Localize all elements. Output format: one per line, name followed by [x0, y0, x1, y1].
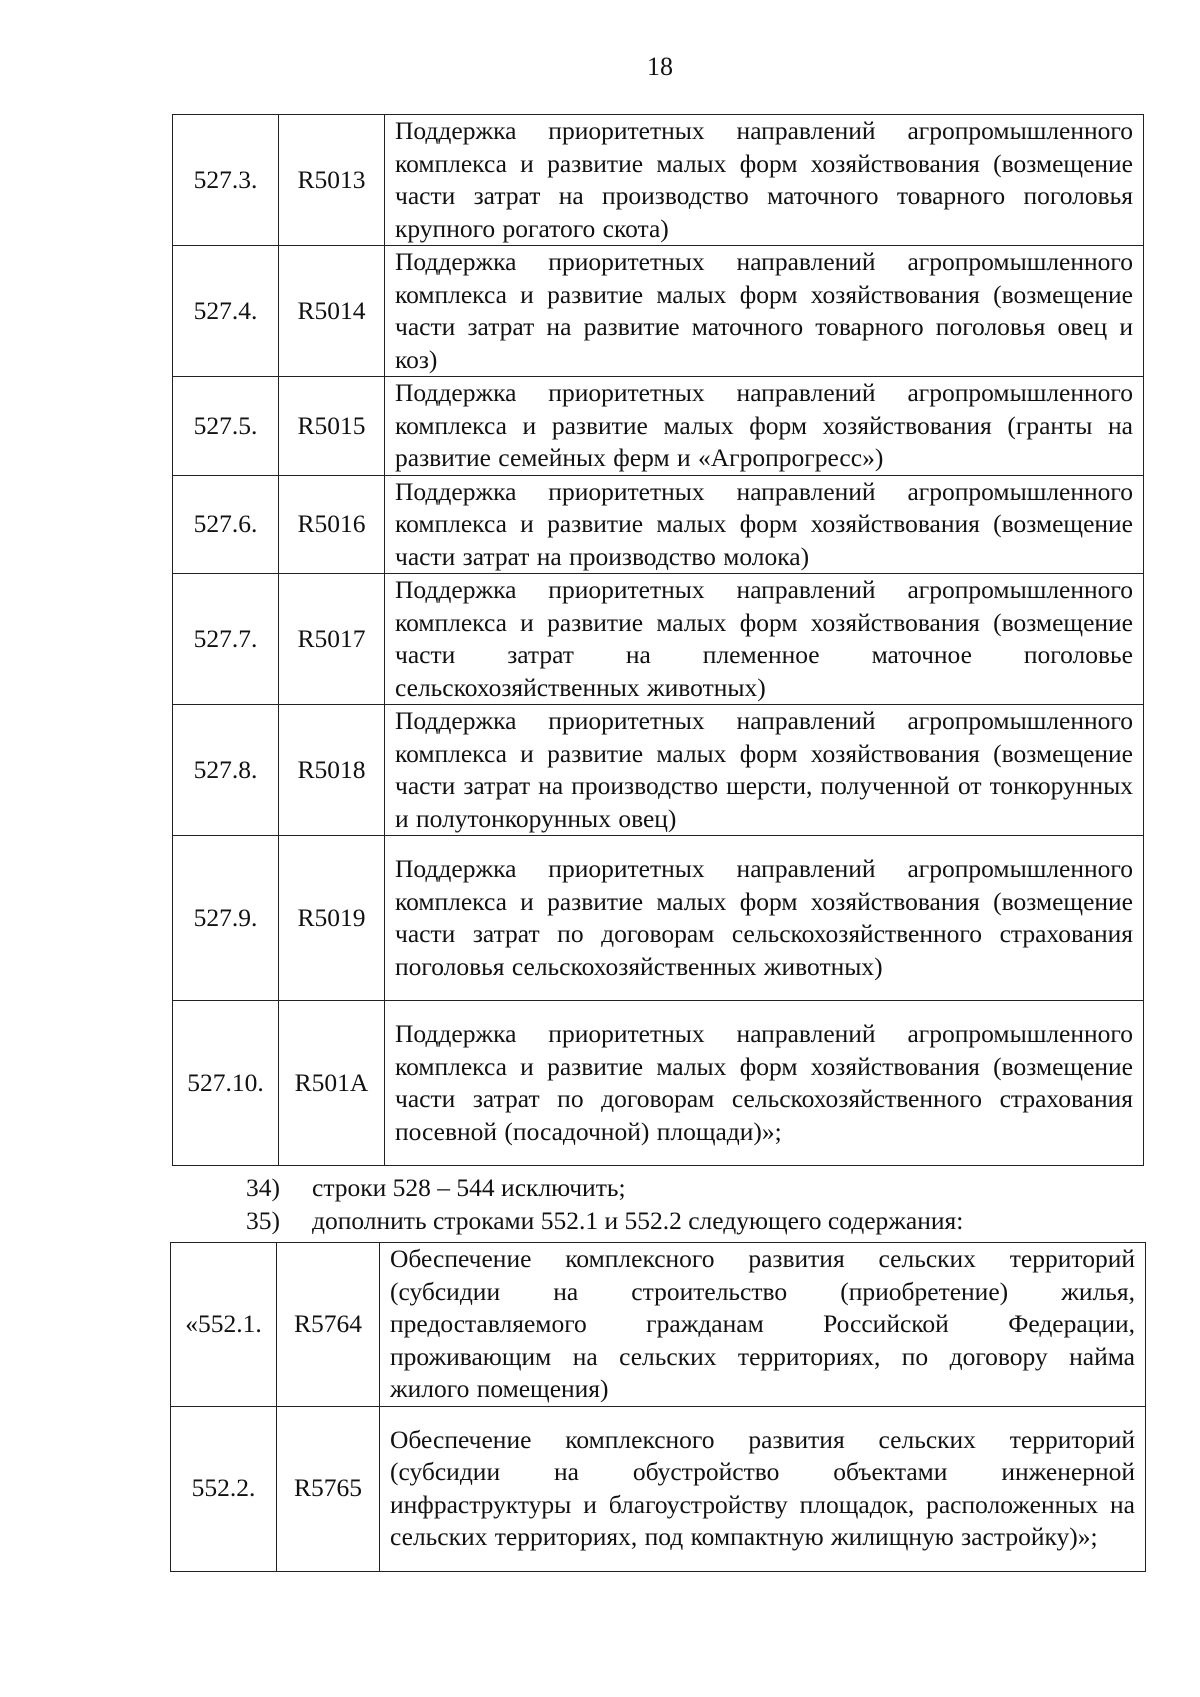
row-description: Обеспечение комплексного развития сельских территорий (субсидии на строительство (приобретение) жилья, предоставляемого гражданам Российской Федерации, проживающим на сельских территориях, по договору найма жилого помещения) [380, 1243, 1146, 1407]
row-code: R5019 [279, 836, 385, 1001]
row-description: Поддержка приоритетных направлений агропромышленного комплекса и развитие малых форм хозяйствования (возмещение части затрат по договорам сельскохозяйственного страхования посевной (посадочной) площади)»; [385, 1001, 1144, 1166]
row-code: R501A [279, 1001, 385, 1166]
page-number: 18 [647, 52, 673, 81]
row-number: 527.9. [173, 836, 279, 1001]
row-description: Поддержка приоритетных направлений агропромышленного комплекса и развитие малых форм хозяйствования (возмещение части затрат на племенное маточное поголовье сельскохозяйственных животных) [385, 574, 1144, 705]
row-code: R5765 [277, 1406, 380, 1571]
row-number: 527.3. [173, 115, 279, 246]
row-description: Поддержка приоритетных направлений агропромышленного комплекса и развитие малых форм хозяйствования (возмещение части затрат на производство шерсти, полученной от тонкорунных и полутонкорунных овец) [385, 705, 1144, 836]
table-row [173, 377, 1144, 476]
subsidy-table-main [172, 114, 1144, 1166]
row-code: R5013 [279, 115, 385, 246]
row-code: R5764 [277, 1243, 380, 1407]
row-description: Поддержка приоритетных направлений агропромышленного комплекса и развитие малых форм хозяйствования (возмещение части затрат на развитие маточного товарного поголовья овец и коз) [385, 246, 1144, 377]
row-number: 527.5. [173, 377, 279, 476]
row-description: Поддержка приоритетных направлений агропромышленного комплекса и развитие малых форм хозяйствования (возмещение части затрат на производство молока) [385, 475, 1144, 574]
row-code: R5015 [279, 377, 385, 476]
row-description: Обеспечение комплексного развития сельских территорий (субсидии на обустройство объектами инженерной инфраструктуры и благоустройству площадок, расположенных на сельских территориях, под компактную жилищную застройку)»; [380, 1406, 1146, 1571]
instruction-text: строки 528 – 544 исключить; [312, 1173, 626, 1202]
row-number: 527.6. [173, 475, 279, 574]
row-description: Поддержка приоритетных направлений агропромышленного комплекса и развитие малых форм хозяйствования (возмещение части затрат по договорам сельскохозяйственного страхования поголовья сельскохозяйственных животных) [385, 836, 1144, 1001]
row-number: 527.7. [173, 574, 279, 705]
row-code: R5016 [279, 475, 385, 574]
instruction-number: 34) [246, 1173, 280, 1202]
table-row [173, 836, 1144, 1001]
table-row [173, 115, 1144, 246]
table-row [173, 475, 1144, 574]
table-row [171, 1243, 1146, 1407]
row-number: «552.1. [171, 1243, 277, 1407]
subsidy-table-added [170, 1242, 1146, 1572]
table-row [173, 705, 1144, 836]
instruction-text: дополнить строками 552.1 и 552.2 следующего содержания: [312, 1206, 964, 1235]
row-code: R5017 [279, 574, 385, 705]
instruction-item [160, 1172, 626, 1204]
table-row [171, 1406, 1146, 1571]
row-code: R5018 [279, 705, 385, 836]
row-number: 527.10. [173, 1001, 279, 1166]
row-number: 527.8. [173, 705, 279, 836]
instruction-item [160, 1205, 963, 1237]
row-description: Поддержка приоритетных направлений агропромышленного комплекса и развитие малых форм хозяйствования (гранты на развитие семейных ферм и «Агропрогресс») [385, 377, 1144, 476]
row-number: 527.4. [173, 246, 279, 377]
row-number: 552.2. [171, 1406, 277, 1571]
table-row [173, 574, 1144, 705]
row-description: Поддержка приоритетных направлений агропромышленного комплекса и развитие малых форм хозяйствования (возмещение части затрат на производство маточного товарного поголовья крупного рогатого скота) [385, 115, 1144, 246]
row-code: R5014 [279, 246, 385, 377]
table-row [173, 1001, 1144, 1166]
instruction-number: 35) [246, 1206, 280, 1235]
table-row [173, 246, 1144, 377]
